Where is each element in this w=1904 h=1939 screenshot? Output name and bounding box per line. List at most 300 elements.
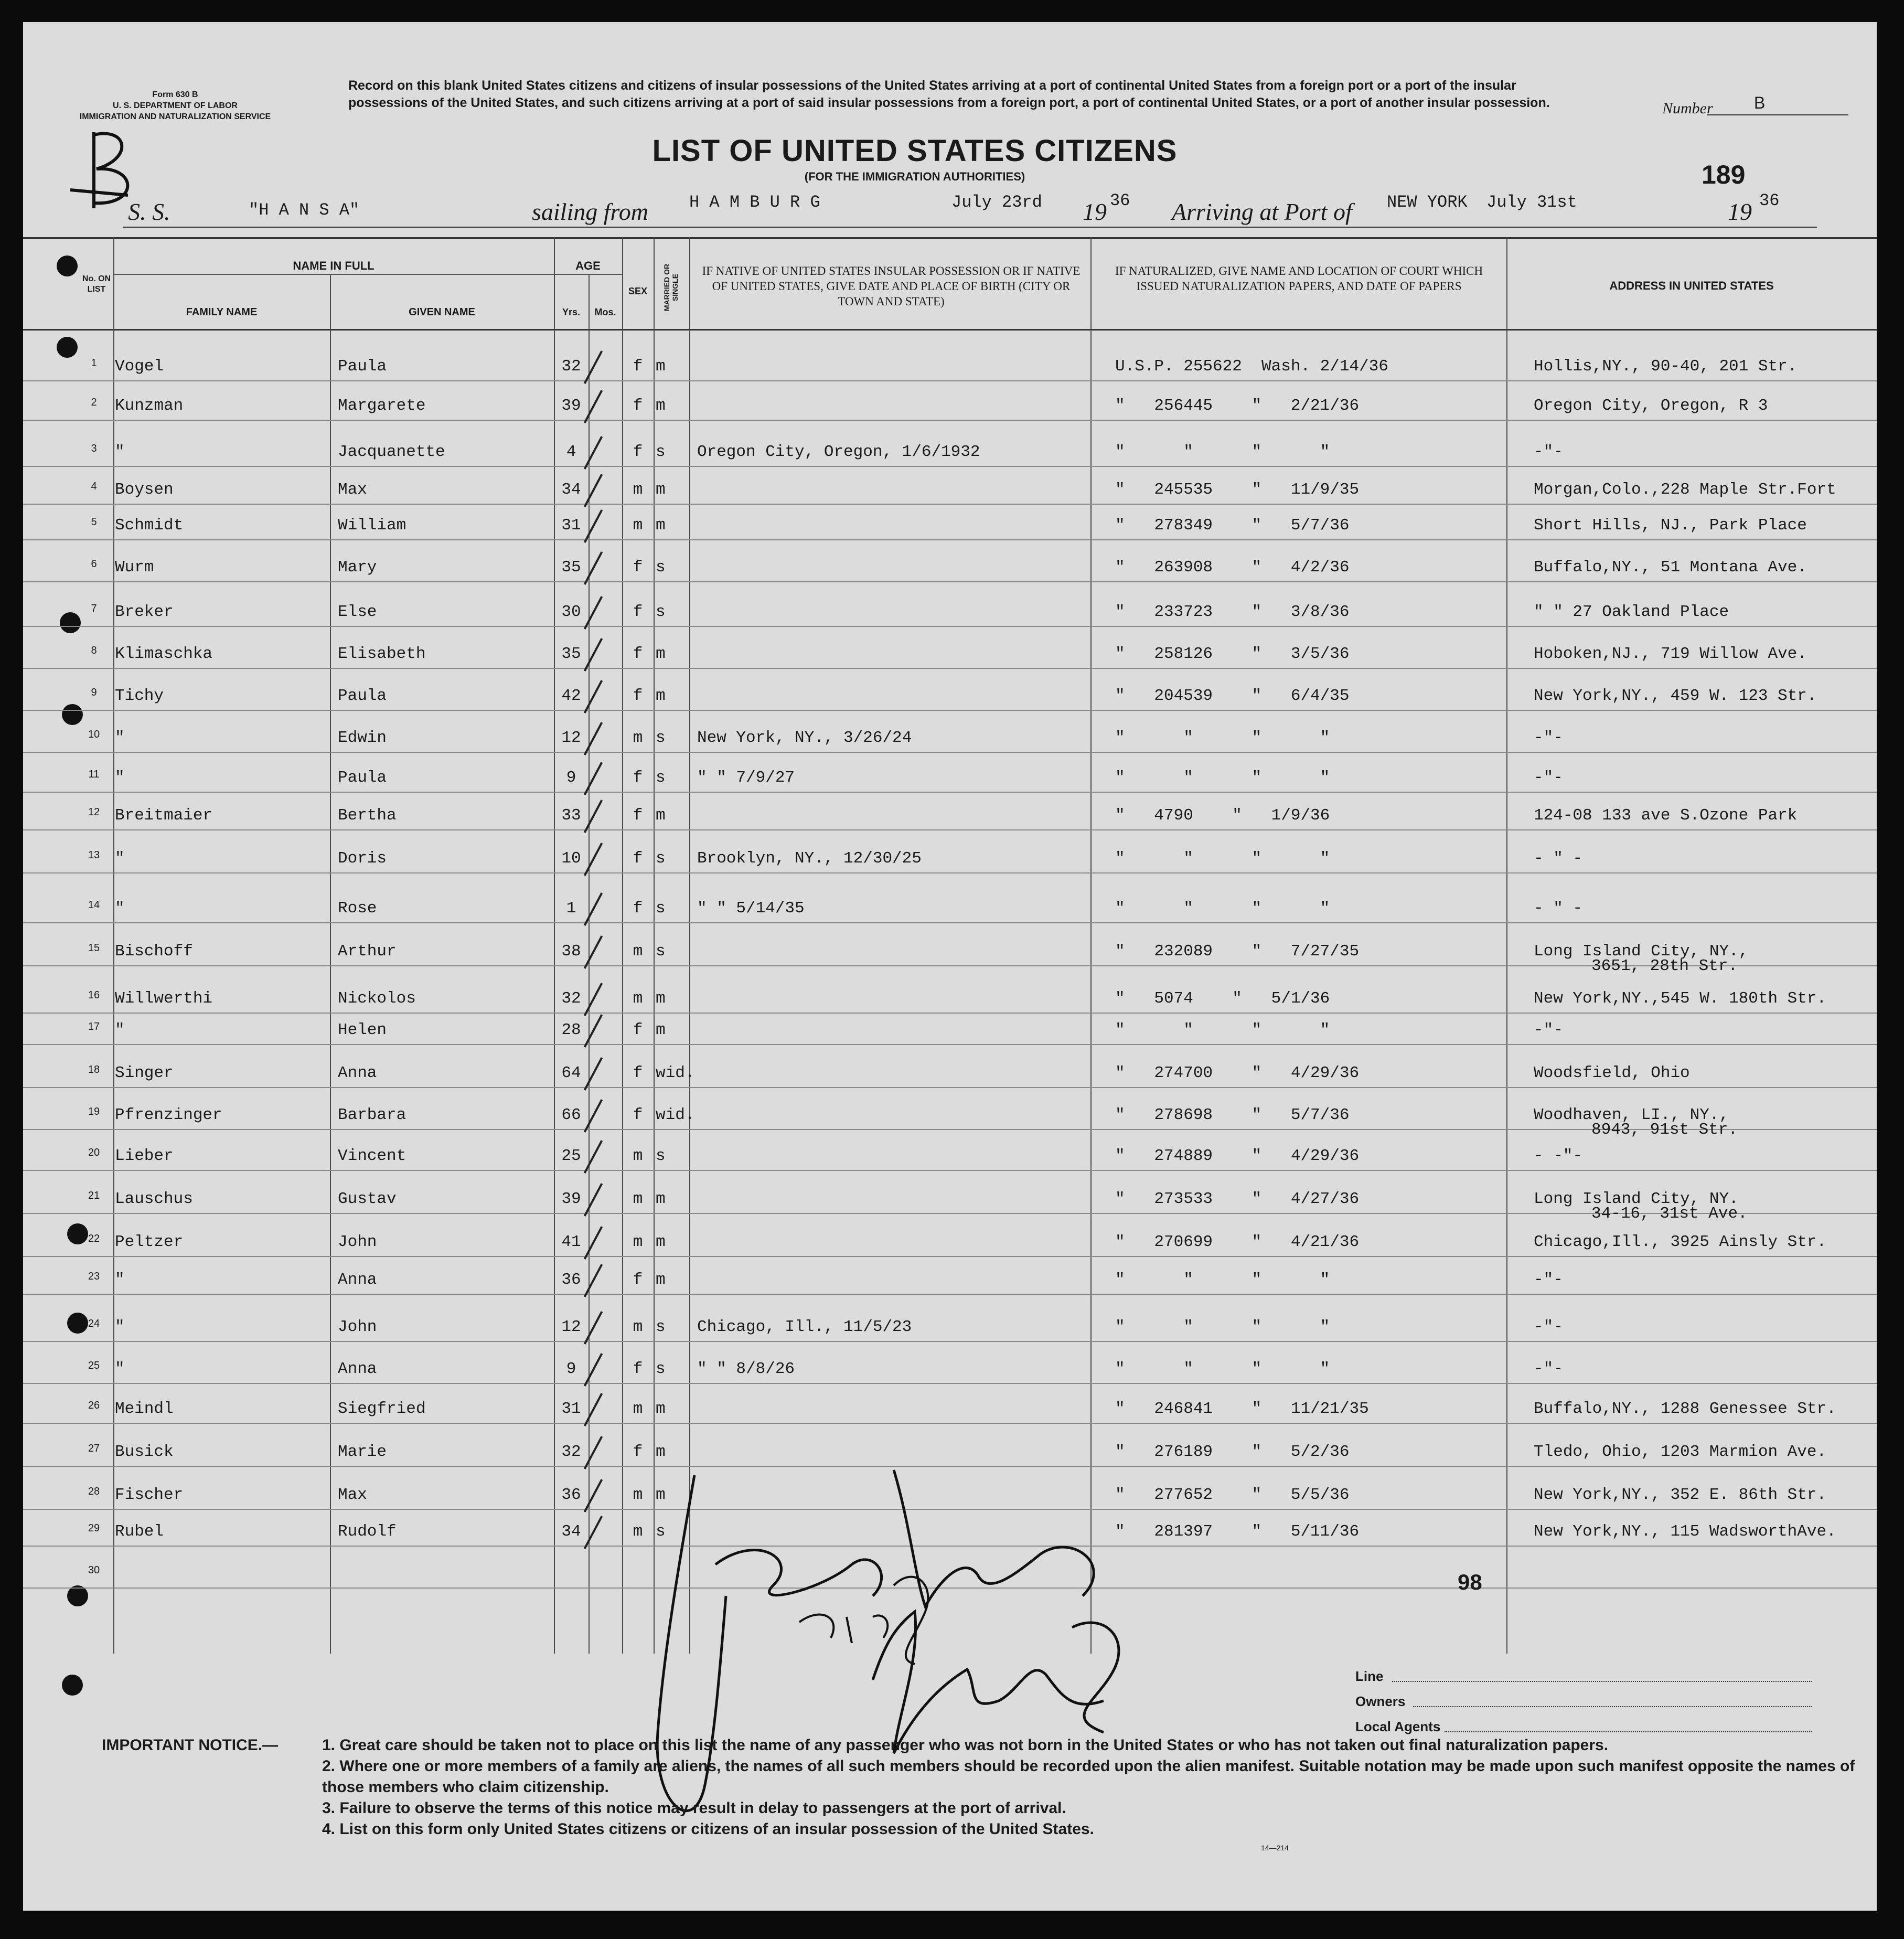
sex: m: [633, 1486, 643, 1504]
naturalization-info: " 233723 " 3/8/36: [1115, 603, 1350, 621]
line-label: Line: [1355, 1668, 1384, 1684]
local-agents-label: Local Agents: [1355, 1719, 1441, 1734]
marital-status: m: [656, 1271, 666, 1289]
given-name: Gustav: [338, 1190, 397, 1208]
number-value: B: [1754, 93, 1766, 112]
row-rule: [23, 626, 1877, 627]
naturalization-info: " 245535 " 11/9/35: [1115, 481, 1360, 499]
print-code: 14—214: [1261, 1844, 1289, 1852]
family-name: Breitmaier: [115, 806, 213, 825]
row-number: 13: [88, 849, 100, 861]
address: -"-: [1534, 729, 1563, 747]
address: New York,NY., 352 E. 86th Str.: [1534, 1486, 1827, 1504]
naturalization-info: " " " ": [1115, 1021, 1330, 1039]
row-number: 12: [88, 806, 100, 818]
owners-field[interactable]: [1413, 1706, 1812, 1707]
ship-name: "H A N S A": [249, 200, 360, 220]
address: - " -: [1534, 899, 1583, 918]
family-name: Tichy: [115, 687, 164, 705]
address-line-2: 34-16, 31st Ave.: [1591, 1205, 1748, 1223]
row-rule: [23, 1423, 1877, 1424]
row-number: 21: [88, 1190, 100, 1201]
given-name: Elisabeth: [338, 645, 426, 663]
age-years: 31: [561, 516, 581, 535]
header-yrs: Yrs.: [562, 307, 581, 317]
header-naturalized: IF NATURALIZED, GIVE NAME AND LOCATION OF COURT WHICH ISSUED NATURALIZATION PAPERS, AND DATE OF PAPERS: [1115, 264, 1483, 293]
row-number: 3: [91, 443, 97, 454]
sex: f: [633, 1360, 643, 1378]
given-name: Siegfried: [338, 1400, 426, 1418]
row-number: 6: [91, 558, 97, 570]
age-years: 10: [561, 849, 581, 868]
sex: f: [633, 1443, 643, 1461]
age-years: 1: [566, 899, 576, 918]
family-name: Wurm: [115, 558, 154, 577]
family-name: Meindl: [115, 1400, 174, 1418]
address: New York,NY., 459 W. 123 Str.: [1534, 687, 1817, 705]
line-field[interactable]: [1392, 1681, 1812, 1682]
age-years: 32: [561, 989, 581, 1008]
age-years: 42: [561, 687, 581, 705]
address: " " 27 Oakland Place: [1534, 603, 1729, 621]
given-name: Edwin: [338, 729, 387, 747]
manifest-page: [23, 22, 1877, 1911]
address: -"-: [1534, 1360, 1563, 1378]
naturalization-info: " " " ": [1115, 1318, 1330, 1336]
age-years: 36: [561, 1271, 581, 1289]
marital-status: wid.: [656, 1064, 695, 1082]
address: Hollis,NY., 90-40, 201 Str.: [1534, 357, 1798, 376]
row-number: 4: [91, 481, 97, 492]
given-name: Barbara: [338, 1106, 407, 1124]
row-rule: [23, 1044, 1877, 1045]
family-name: Schmidt: [115, 516, 184, 535]
marital-status: m: [656, 1190, 666, 1208]
given-name: Anna: [338, 1271, 377, 1289]
naturalization-info: " " " ": [1115, 729, 1330, 747]
row-number: 15: [88, 942, 100, 954]
naturalization-info: " 258126 " 3/5/36: [1115, 645, 1350, 663]
notice-heading: IMPORTANT NOTICE.—: [102, 1736, 279, 1754]
punch-hole: [62, 1675, 83, 1696]
given-name: Vincent: [338, 1147, 407, 1165]
age-header-rule: [554, 274, 622, 275]
header-given-name: GIVEN NAME: [409, 306, 475, 318]
given-name: Rose: [338, 899, 377, 918]
row-rule: [23, 792, 1877, 793]
naturalization-info: " 256445 " 2/21/36: [1115, 397, 1360, 415]
row-rule: [23, 504, 1877, 505]
row-number: 19: [88, 1106, 100, 1117]
age-years: 34: [561, 481, 581, 499]
number-label: Number: [1662, 100, 1713, 117]
sex: m: [633, 1190, 643, 1208]
sex: m: [633, 1522, 643, 1541]
sex: m: [633, 1318, 643, 1336]
row-number: 30: [88, 1564, 100, 1576]
family-name: Bischoff: [115, 942, 193, 961]
naturalization-info: " " " ": [1115, 1271, 1330, 1289]
address: Oregon City, Oregon, R 3: [1534, 397, 1768, 415]
sex: m: [633, 729, 643, 747]
marital-status: m: [656, 1021, 666, 1039]
row-rule: [23, 539, 1877, 540]
header-sex: SEX: [628, 286, 648, 296]
naturalization-info: " 273533 " 4/27/36: [1115, 1190, 1360, 1208]
family-name: Singer: [115, 1064, 174, 1082]
family-name: Fischer: [115, 1486, 184, 1504]
address: Tledo, Ohio, 1203 Marmion Ave.: [1534, 1443, 1827, 1461]
column-divider: [113, 237, 114, 1654]
family-name: Rubel: [115, 1522, 164, 1541]
family-name: Willwerthi: [115, 989, 213, 1008]
given-name: Max: [338, 1486, 367, 1504]
address: Long Island City, NY.,: [1534, 942, 1749, 961]
sex: f: [633, 558, 643, 577]
marital-status: s: [656, 443, 666, 461]
address: -"-: [1534, 1271, 1563, 1289]
age-years: 12: [561, 1318, 581, 1336]
row-number: 24: [88, 1318, 100, 1329]
local-agents-field[interactable]: [1445, 1731, 1812, 1732]
age-years: 31: [561, 1400, 581, 1418]
name-header-rule: [113, 274, 554, 275]
row-number: 9: [91, 687, 97, 698]
page-number: 189: [1702, 160, 1746, 189]
age-years: 35: [561, 645, 581, 663]
age-years: 4: [566, 443, 576, 461]
row-number: 11: [88, 769, 100, 780]
marital-status: s: [656, 1318, 666, 1336]
departure-port: H A M B U R G: [689, 193, 820, 212]
age-years: 9: [566, 769, 576, 787]
age-years: 35: [561, 558, 581, 577]
family-name: ": [115, 899, 125, 918]
naturalization-info: " 274889 " 4/29/36: [1115, 1147, 1360, 1165]
row-rule: [23, 420, 1877, 421]
row-number: 22: [88, 1233, 100, 1244]
address: -"-: [1534, 769, 1563, 787]
family-name: Boysen: [115, 481, 174, 499]
notice-item: 3. Failure to observe the terms of this notice may result in delay to passengers at the port of arrival.: [322, 1799, 1066, 1817]
age-years: 32: [561, 357, 581, 376]
row-rule: [23, 829, 1877, 830]
notice-item: 1. Great care should be taken not to place on this list the name of any passenger who was not born in the United States or who has not taken out final naturalization papers.: [322, 1736, 1609, 1754]
row-rule: [23, 1256, 1877, 1257]
row-number: 7: [91, 603, 97, 614]
naturalization-info: " " " ": [1115, 849, 1330, 868]
marital-status: m: [656, 1486, 666, 1504]
table-top-rule: [23, 237, 1877, 239]
given-name: Margarete: [338, 397, 426, 415]
naturalization-info: " 281397 " 5/11/36: [1115, 1522, 1360, 1541]
row-number: 1: [91, 357, 97, 369]
row-number: 5: [91, 516, 97, 528]
age-years: 38: [561, 942, 581, 961]
given-name: John: [338, 1318, 377, 1336]
family-name: ": [115, 729, 125, 747]
naturalization-info: " 276189 " 5/2/36: [1115, 1443, 1350, 1461]
row-number: 26: [88, 1400, 100, 1411]
marital-status: s: [656, 899, 666, 918]
sex: f: [633, 357, 643, 376]
row-rule: [23, 710, 1877, 711]
sex: m: [633, 1233, 643, 1251]
given-name: Marie: [338, 1443, 387, 1461]
row-rule: [23, 1341, 1877, 1342]
sex: m: [633, 1400, 643, 1418]
important-notice: [102, 1735, 1859, 1840]
arriving-label: Arriving at Port of: [1172, 198, 1352, 225]
address: -"-: [1534, 1318, 1563, 1336]
address: New York,NY.,545 W. 180th Str.: [1534, 989, 1827, 1008]
given-name: Jacquanette: [338, 443, 445, 461]
marital-status: s: [656, 603, 666, 621]
address-line-2: 8943, 91st Str.: [1591, 1121, 1738, 1139]
address: Buffalo,NY., 51 Montana Ave.: [1534, 558, 1807, 577]
family-name: ": [115, 1021, 125, 1039]
naturalization-info: " " " ": [1115, 443, 1330, 461]
naturalization-info: " " " ": [1115, 899, 1330, 918]
family-name: Lauschus: [115, 1190, 193, 1208]
address: Short Hills, NJ., Park Place: [1534, 516, 1807, 535]
intro-text: Record on this blank United States citizens and citizens of insular possessions of the United States arriving at a port of continental United States from a foreign port or a port of the insular possessions of the United States, and such citizens arriving at a port of said insular possessions from a foreign port, a port of continental United States, or a port of another insular possession.: [348, 78, 1550, 110]
arrival-port: NEW YORK: [1387, 193, 1468, 212]
row-rule: [23, 1294, 1877, 1295]
header-no-on-list: No. ON LIST: [82, 274, 111, 294]
given-name: Mary: [338, 558, 377, 577]
family-name: ": [115, 1271, 125, 1289]
address: Long Island City, NY.: [1534, 1190, 1739, 1208]
row-rule: [23, 922, 1877, 923]
header-mos: Mos.: [594, 307, 616, 317]
sex: f: [633, 1021, 643, 1039]
sex: f: [633, 687, 643, 705]
sex: f: [633, 899, 643, 918]
birth-info: Brooklyn, NY., 12/30/25: [697, 849, 922, 868]
given-name: Bertha: [338, 806, 397, 825]
voyage-underline: [123, 227, 1817, 228]
family-name: Lieber: [115, 1147, 174, 1165]
notice-item: 4. List on this form only United States citizens or citizens of an insular possession of the United States.: [322, 1820, 1094, 1838]
marital-status: s: [656, 1360, 666, 1378]
naturalization-info: " 263908 " 4/2/36: [1115, 558, 1350, 577]
form-number: Form 630 B: [152, 90, 198, 99]
header-name-in-full: NAME IN FULL: [293, 259, 375, 272]
header-married-single: MARRIED OR SINGLE: [662, 263, 679, 312]
marital-status: m: [656, 989, 666, 1008]
header-family-name: FAMILY NAME: [186, 306, 258, 318]
address: Morgan,Colo.,228 Maple Str.Fort: [1534, 481, 1836, 499]
marital-status: m: [656, 397, 666, 415]
row-rule: [23, 1383, 1877, 1384]
age-years: 41: [561, 1233, 581, 1251]
sex: f: [633, 769, 643, 787]
marital-status: s: [656, 558, 666, 577]
address: 124-08 133 ave S.Ozone Park: [1534, 806, 1798, 825]
given-name: Max: [338, 481, 367, 499]
address: Woodsfield, Ohio: [1534, 1064, 1690, 1082]
naturalization-info: " 4790 " 1/9/36: [1115, 806, 1330, 825]
naturalization-info: " 5074 " 5/1/36: [1115, 989, 1330, 1008]
row-number: 23: [88, 1271, 100, 1282]
header-address: ADDRESS IN UNITED STATES: [1609, 279, 1774, 292]
address: Chicago,Ill., 3925 Ainsly Str.: [1534, 1233, 1827, 1251]
family-name: Klimaschka: [115, 645, 213, 663]
age-years: 28: [561, 1021, 581, 1039]
naturalization-info: " " " ": [1115, 1360, 1330, 1378]
department-name: U. S. DEPARTMENT OF LABOR: [113, 101, 238, 110]
given-name: Anna: [338, 1360, 377, 1378]
departure-year: 36: [1110, 191, 1130, 210]
age-years: 66: [561, 1106, 581, 1124]
birth-info: " " 7/9/27: [697, 769, 795, 787]
family-name: ": [115, 443, 125, 461]
sex: f: [633, 603, 643, 621]
family-name: Busick: [115, 1443, 174, 1461]
address: -"-: [1534, 1021, 1563, 1039]
age-years: 39: [561, 397, 581, 415]
sex: m: [633, 942, 643, 961]
header-birth: IF NATIVE OF UNITED STATES INSULAR POSSESSION OR IF NATIVE OF UNITED STATES, GIVE DATE AND PLACE OF BIRTH (CITY OR TOWN AND STATE): [702, 264, 1081, 308]
ss-label: S. S.: [128, 198, 170, 225]
address-line-2: 3651, 28th Str.: [1591, 957, 1738, 975]
sailing-from-label: sailing from: [532, 198, 648, 225]
age-years: 12: [561, 729, 581, 747]
age-years: 33: [561, 806, 581, 825]
row-number: 10: [88, 729, 100, 740]
marital-status: s: [656, 1147, 666, 1165]
age-years: 25: [561, 1147, 581, 1165]
sex: f: [633, 443, 643, 461]
sex: f: [633, 806, 643, 825]
given-name: William: [338, 516, 407, 535]
family-name: ": [115, 1360, 125, 1378]
marital-status: m: [656, 1233, 666, 1251]
row-rule: [23, 752, 1877, 753]
row-rule: [23, 668, 1877, 669]
marital-status: s: [656, 1522, 666, 1541]
marital-status: s: [656, 849, 666, 868]
family-name: ": [115, 849, 125, 868]
family-name: Vogel: [115, 357, 164, 376]
address: Buffalo,NY., 1288 Genessee Str.: [1534, 1400, 1836, 1418]
family-name: Pfrenzinger: [115, 1106, 222, 1124]
sex: m: [633, 1147, 643, 1165]
given-name: Paula: [338, 357, 387, 376]
row-rule: [23, 1170, 1877, 1171]
row-number: 27: [88, 1443, 100, 1454]
page-subtitle: (FOR THE IMMIGRATION AUTHORITIES): [804, 170, 1025, 183]
row-number: 20: [88, 1147, 100, 1158]
family-name: Peltzer: [115, 1233, 184, 1251]
marital-status: m: [656, 645, 666, 663]
naturalization-info: " 277652 " 5/5/36: [1115, 1486, 1350, 1504]
naturalization-info: " 232089 " 7/27/35: [1115, 942, 1360, 961]
row-number: 18: [88, 1064, 100, 1075]
birth-info: New York, NY., 3/26/24: [697, 729, 912, 747]
age-years: 32: [561, 1443, 581, 1461]
sex: f: [633, 1106, 643, 1124]
given-name: Rudolf: [338, 1522, 397, 1541]
row-number: 14: [88, 899, 100, 911]
naturalization-info: " 270699 " 4/21/36: [1115, 1233, 1360, 1251]
given-name: Arthur: [338, 942, 397, 961]
sex: f: [633, 1064, 643, 1082]
given-name: Nickolos: [338, 989, 416, 1008]
birth-info: " " 5/14/35: [697, 899, 805, 918]
marital-status: m: [656, 1400, 666, 1418]
address: Woodhaven, LI., NY.,: [1534, 1106, 1729, 1124]
given-name: Doris: [338, 849, 387, 868]
number-underline: [1707, 114, 1848, 115]
marital-status: s: [656, 729, 666, 747]
given-name: John: [338, 1233, 377, 1251]
row-number: 29: [88, 1522, 100, 1534]
family-name: Breker: [115, 603, 174, 621]
marital-status: s: [656, 769, 666, 787]
row-rule: [23, 466, 1877, 467]
marital-status: m: [656, 687, 666, 705]
sex: f: [633, 645, 643, 663]
age-years: 64: [561, 1064, 581, 1082]
row-rule: [23, 1013, 1877, 1014]
naturalization-info: " 278698 " 5/7/36: [1115, 1106, 1350, 1124]
arrival-date: July 31st: [1486, 193, 1577, 212]
sex: f: [633, 1271, 643, 1289]
given-name: Else: [338, 603, 377, 621]
sex: m: [633, 516, 643, 535]
service-name: IMMIGRATION AND NATURALIZATION SERVICE: [79, 112, 271, 121]
age-years: 34: [561, 1522, 581, 1541]
row-number: 2: [91, 397, 97, 408]
row-rule: [23, 581, 1877, 582]
address: New York,NY., 115 WadsworthAve.: [1534, 1522, 1836, 1541]
address: -"-: [1534, 443, 1563, 461]
notice-item: 2. Where one or more members of a family are aliens, the names of all such members should be recorded upon the alien manifest. Suitable notation may be made upon such manifest opposite the names of those members who claim citizenship.: [322, 1757, 1855, 1796]
row-number: 17: [88, 1021, 100, 1032]
arrival-year: 36: [1759, 191, 1780, 210]
age-years: 9: [566, 1360, 576, 1378]
sex: f: [633, 397, 643, 415]
header-bottom-rule: [23, 329, 1877, 331]
address: - " -: [1534, 849, 1583, 868]
birth-info: " " 8/8/26: [697, 1360, 795, 1378]
row-rule: [23, 1087, 1877, 1088]
naturalization-info: " 246841 " 11/21/35: [1115, 1400, 1369, 1418]
sex: f: [633, 849, 643, 868]
marital-status: wid.: [656, 1106, 695, 1124]
header-age: AGE: [575, 259, 601, 272]
age-years: 36: [561, 1486, 581, 1504]
marital-status: m: [656, 481, 666, 499]
family-name: Kunzman: [115, 397, 184, 415]
age-years: 30: [561, 603, 581, 621]
sex: m: [633, 989, 643, 1008]
departure-date: July 23rd: [951, 193, 1042, 212]
year-prefix-2: 19: [1728, 198, 1752, 225]
row-rule: [23, 872, 1877, 873]
given-name: Helen: [338, 1021, 387, 1039]
address: - -"-: [1534, 1147, 1583, 1165]
row-number: 8: [91, 645, 97, 656]
birth-info: Oregon City, Oregon, 1/6/1932: [697, 443, 980, 461]
age-years: 39: [561, 1190, 581, 1208]
sex: m: [633, 481, 643, 499]
naturalization-info: " 278349 " 5/7/36: [1115, 516, 1350, 535]
given-name: Paula: [338, 769, 387, 787]
year-prefix-1: 19: [1083, 198, 1107, 225]
